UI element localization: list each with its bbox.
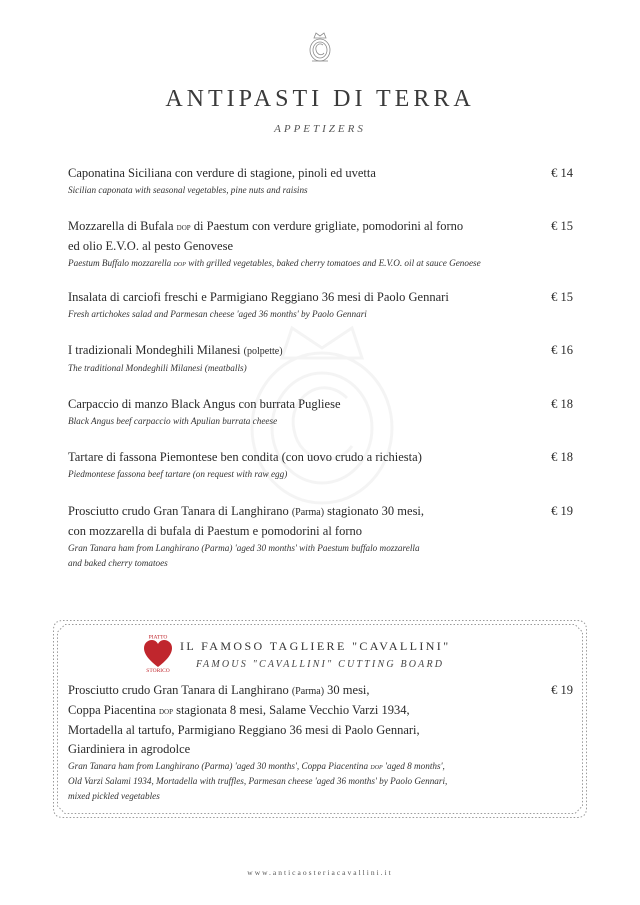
menu-item [68,341,573,376]
board-line-en-part: Gran Tanara ham from Langhirano (Parma) 'aged 30 months', Coppa Piacentina [68,761,369,771]
item-name-it: Insalata di carciofi freschi e Parmigiano Reggiano 36 mesi di Paolo Gennari [68,290,449,304]
dop-label: dop [370,761,383,771]
item-name-it-line2: con mozzarella di bufala di Paestum e pomodorini al forno [68,524,363,538]
badge-bottom-label: STORICO [146,668,170,673]
page-subtitle: APPETIZERS [274,123,366,135]
board-line-note: (Parma) [291,686,325,697]
item-name-it: Carpaccio di manzo Black Angus con burrata Pugliese [68,397,341,411]
menu-item [68,502,573,571]
menu-item [68,448,573,482]
item-name-en: Piedmontese fassona beef tartare (on request with raw egg) [68,469,288,479]
menu-item [68,395,573,429]
item-name-en: Gran Tanara ham from Langhirano (Parma) 'aged 30 months' with Paestum buffalo mozzarella [68,543,420,553]
board-line-en: mixed pickled vegetables [68,791,160,801]
item-price: € 19 [551,504,573,518]
board-title: IL FAMOSO TAGLIERE "CAVALLINI" [180,639,451,653]
item-name-it-part: Prosciutto crudo Gran Tanara di Langhirano [68,504,289,518]
board-line-it: Giardiniera in agrodolce [68,742,191,756]
item-name-it [68,502,573,522]
item-name-it [68,341,573,361]
board-line-en [68,759,573,774]
item-price: € 18 [551,450,573,464]
item-name-en-line2: and baked cherry tomatoes [68,558,168,568]
item-name-en: The traditional Mondeghili Milanesi (meatballs) [68,363,247,373]
board-price: € 19 [551,683,573,697]
item-name-en: Sicilian caponata with seasonal vegetables, pine nuts and raisins [68,185,308,195]
cutting-board-item [68,681,573,804]
item-price: € 15 [551,290,573,304]
page-title: ANTIPASTI DI TERRA [165,86,475,112]
crest-logo-icon [306,30,334,66]
item-name-it-part: di Paestum con verdure grigliate, pomodorini al forno [193,219,464,233]
item-name-it: Caponatina Siciliana con verdure di stagione, pinoli ed uvetta [68,166,376,180]
item-price: € 16 [551,343,573,357]
board-line-it [68,681,573,701]
dop-label: dop [176,222,191,233]
item-name-it [68,217,573,237]
item-name-en-part: Paestum Buffalo mozzarella [68,258,172,268]
menu-item [68,288,573,322]
item-name-it-line2: ed olio E.V.O. al pesto Genovese [68,239,234,253]
item-name-note: (polpette) [243,346,283,357]
dop-label: dop [158,706,173,717]
item-name-it-part: I tradizionali Mondeghili Milanesi [68,343,241,357]
item-name-en: Black Angus beef carpaccio with Apulian burrata cheese [68,416,278,426]
menu-item [68,164,573,198]
item-price: € 18 [551,397,573,411]
item-name-it: Tartare di fassona Piemontese ben condita (con uovo crudo a richiesta) [68,450,422,464]
board-subtitle: FAMOUS "CAVALLINI" CUTTING BOARD [196,659,445,670]
board-line-part: Coppa Piacentina [68,703,156,717]
item-name-en-part: with grilled vegetables, baked cherry tomatoes and E.V.O. oil at sauce Genoese [188,258,481,268]
board-line-part: Prosciutto crudo Gran Tanara di Langhirano [68,683,289,697]
website-link[interactable]: www.anticaosteriacavallini.it [247,868,393,877]
board-line-en: Old Varzi Salami 1934, Mortadella with truffles, Parmesan cheese 'aged 36 months' by Paolo Gennari, [68,776,448,786]
badge-top-label: PIATTO [148,634,168,641]
item-name-it-part: Mozzarella di Bufala [68,219,174,233]
item-price: € 14 [551,166,573,180]
board-line-part: stagionata 8 mesi, Salame Vecchio Varzi 1934, [176,703,410,717]
item-name-en: Fresh artichokes salad and Parmesan cheese 'aged 36 months' by Paolo Gennari [68,309,367,319]
menu-item [68,217,573,271]
item-name-en [68,256,573,271]
item-price: € 15 [551,219,573,233]
dop-label: dop [173,258,186,268]
board-line-it: Mortadella al tartufo, Parmigiano Reggiano 36 mesi di Paolo Gennari, [68,723,420,737]
board-line-part: 30 mesi, [327,683,370,697]
board-line-it [68,701,573,721]
historic-dish-heart-badge-icon [140,633,176,673]
item-name-note: (Parma) [291,507,325,518]
board-line-en-part: 'aged 8 months', [385,761,445,771]
item-name-it-part: stagionato 30 mesi, [327,504,425,518]
